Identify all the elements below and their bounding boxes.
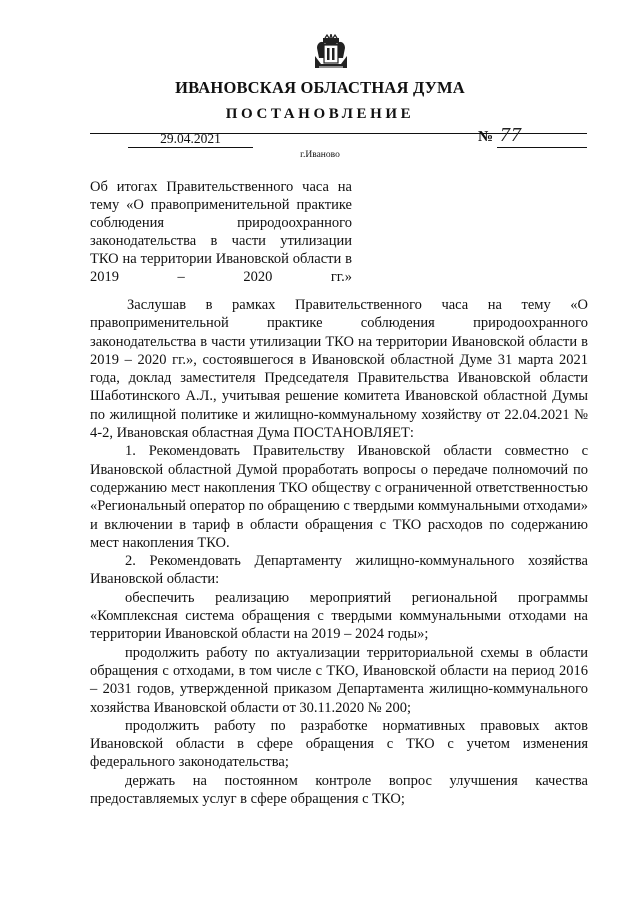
document-title	[90, 178, 352, 286]
paragraph-item-1: 1. Рекомендовать Правительству Ивановской области совместно с Ивановской областной Думой проработать вопросы о передаче полномочий по содержанию мест накопления ТКО обществу с ограниченной ответственностью «Региональный оператор по обращению с твердыми коммунальными отходами» и включении в тариф в области обращения с ТКО расходов по содержанию мест накопления ТКО.	[90, 443, 588, 551]
paragraph-preamble: Заслушав в рамках Правительственного часа на тему «О правоприменительной практике соблюдения природоохранного законодательства в части утилизации ТКО на территории Ивановской области в 2019 – 2020 гг.», состоявшегося в Ивановской областной Думе 31 марта 2021 года, доклад заместителя Председателя Правительства Ивановской области Шаботинского А.Л., учитывая решение комитета Ивановской областной Думы по жилищной политике и жилищно-коммунальному хозяйству от 22.04.2021 № 4-2, Ивановская областная Дума ПОСТАНОВЛЯЕТ:	[90, 297, 588, 442]
organization-name: ИВАНОВСКАЯ ОБЛАСТНАЯ ДУМА	[175, 78, 465, 97]
paragraph-item-2: 2. Рекомендовать Департаменту жилищно-коммунального хозяйства Ивановской области:	[90, 553, 588, 588]
date-underline	[128, 147, 253, 148]
number-underline	[497, 147, 587, 148]
paragraph-subitem-legislation: продолжить работу по разработке нормативных правовых актов Ивановской области в сфере обращения с ТКО с учетом изменения федерального законодательства;	[90, 717, 588, 771]
paragraph-subitem-quality: держать на постоянном контроле вопрос улучшения качества предоставляемых услуг в сфере обращения с ТКО;	[90, 772, 588, 808]
paragraph-subitem-program: обеспечить реализацию мероприятий региональной программы «Комплексная система обращения с твердыми коммунальными отходами на территории Ивановской области на 2019 – 2024 годы»;	[90, 589, 588, 643]
paragraph-subitem-scheme: продолжить работу по актуализации территориальной схемы в области обращения с отходами, в том числе с ТКО, Ивановской области на период 2016 – 2031 годов, утвержденной приказом Департамента жилищно-коммунального хозяйства Ивановской области от 30.11.2020 № 200;	[90, 644, 588, 716]
document-type: ПОСТАНОВЛЕНИЕ	[225, 106, 415, 122]
number-label: №	[478, 129, 494, 145]
document-date: 29.04.2021	[160, 131, 221, 146]
city-name: г.Иваново	[300, 150, 340, 160]
document-title-text: Об итогах Правительственного часа на тему «О правоприменительной практике соблюдения природоохранного законодательства в части утилизации ТКО на территории Ивановской области в 2019 – 2020 гг.»	[90, 179, 352, 285]
document-body	[90, 296, 588, 808]
coat-of-arms-icon	[311, 34, 351, 74]
document-number: 77	[500, 124, 522, 146]
